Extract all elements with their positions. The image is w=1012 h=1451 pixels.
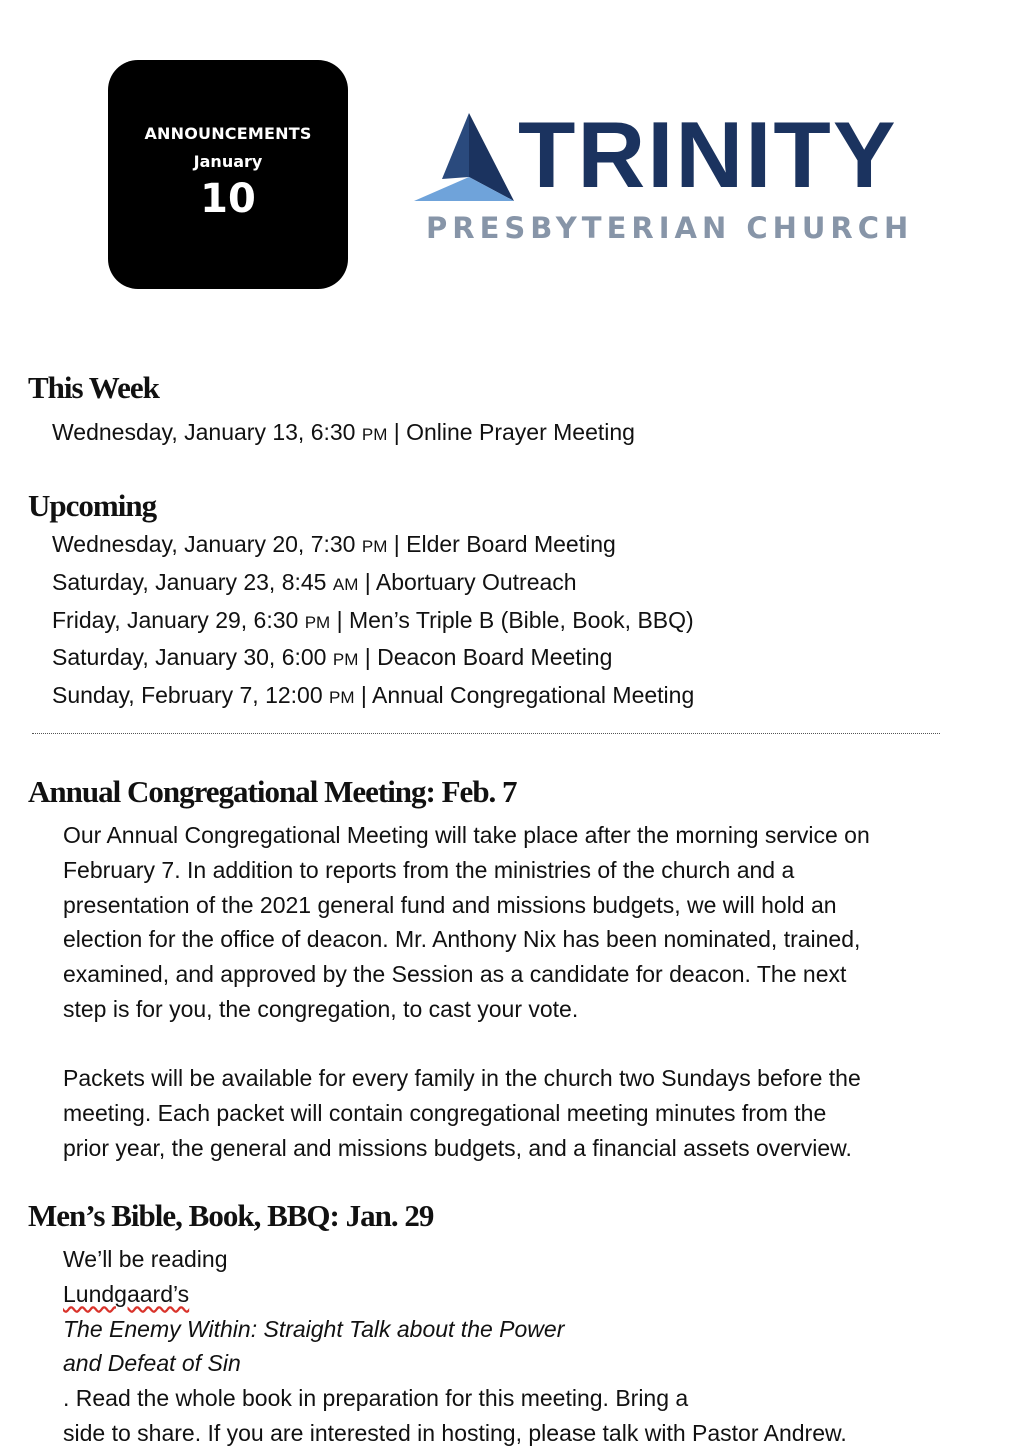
event-item: Saturday, January 23, 8:45 AM | Abortuary Outreach bbox=[52, 568, 577, 595]
this-week-list bbox=[52, 415, 635, 453]
event-item: Friday, January 29, 6:30 PM | Men’s Triple B (Bible, Book, BBQ) bbox=[52, 606, 694, 633]
meeting-paragraph-1: Our Annual Congregational Meeting will take place after the morning service on February 7. In addition to reports from the ministries of the church and a presentation of the 2021 general fund and missions budgets, we will hold an election for the office of deacon. Mr. Anthony Nix has been nominated, trained, examined, and approved by the Session as a candidate for deacon. The next step is for you, the congregation, to cast your vote. bbox=[63, 822, 870, 1022]
badge-month: January bbox=[193, 152, 263, 171]
meeting-heading: Annual Congregational Meeting: Feb. 7 bbox=[28, 774, 517, 809]
church-logo bbox=[414, 102, 914, 245]
logo-name: TRINITY bbox=[518, 102, 898, 207]
mens-heading: Men’s Bible, Book, BBQ: Jan. 29 bbox=[28, 1198, 434, 1233]
badge-title: ANNOUNCEMENTS bbox=[144, 124, 312, 143]
announcements-badge bbox=[108, 60, 348, 289]
upcoming-list bbox=[52, 527, 694, 716]
upcoming-heading: Upcoming bbox=[28, 488, 157, 523]
mens-paragraph: We’ll be reading Lundgaard’s The Enemy Within: Straight Talk about the Power and Defeat of Sin . Read the whole book in preparation for this meeting. Bring a side to share. If you are interested in hosting, please talk with Pastor Andrew. bbox=[63, 1242, 953, 1451]
spellcheck-word: Lundgaard’s bbox=[63, 1280, 190, 1307]
event-item: Wednesday, January 20, 7:30 PM | Elder Board Meeting bbox=[52, 531, 616, 557]
section-divider bbox=[32, 733, 940, 734]
triangle-logo-icon bbox=[414, 113, 514, 201]
meeting-paragraph-2: Packets will be available for every family in the church two Sundays before the meeting. Each packet will contain congregational meeting minutes from the prior year, the general and missions budgets, and a financial assets overview. bbox=[63, 1065, 861, 1161]
event-item: Saturday, January 30, 6:00 PM | Deacon Board Meeting bbox=[52, 644, 613, 671]
event-item: Wednesday, January 13, 6:30 PM | Online Prayer Meeting bbox=[52, 419, 635, 445]
logo-subtitle: PRESBYTERIAN CHURCH bbox=[426, 211, 914, 245]
badge-day: 10 bbox=[200, 176, 256, 222]
event-item: Sunday, February 7, 12:00 PM | Annual Congregational Meeting bbox=[52, 682, 695, 709]
this-week-heading: This Week bbox=[28, 370, 159, 405]
